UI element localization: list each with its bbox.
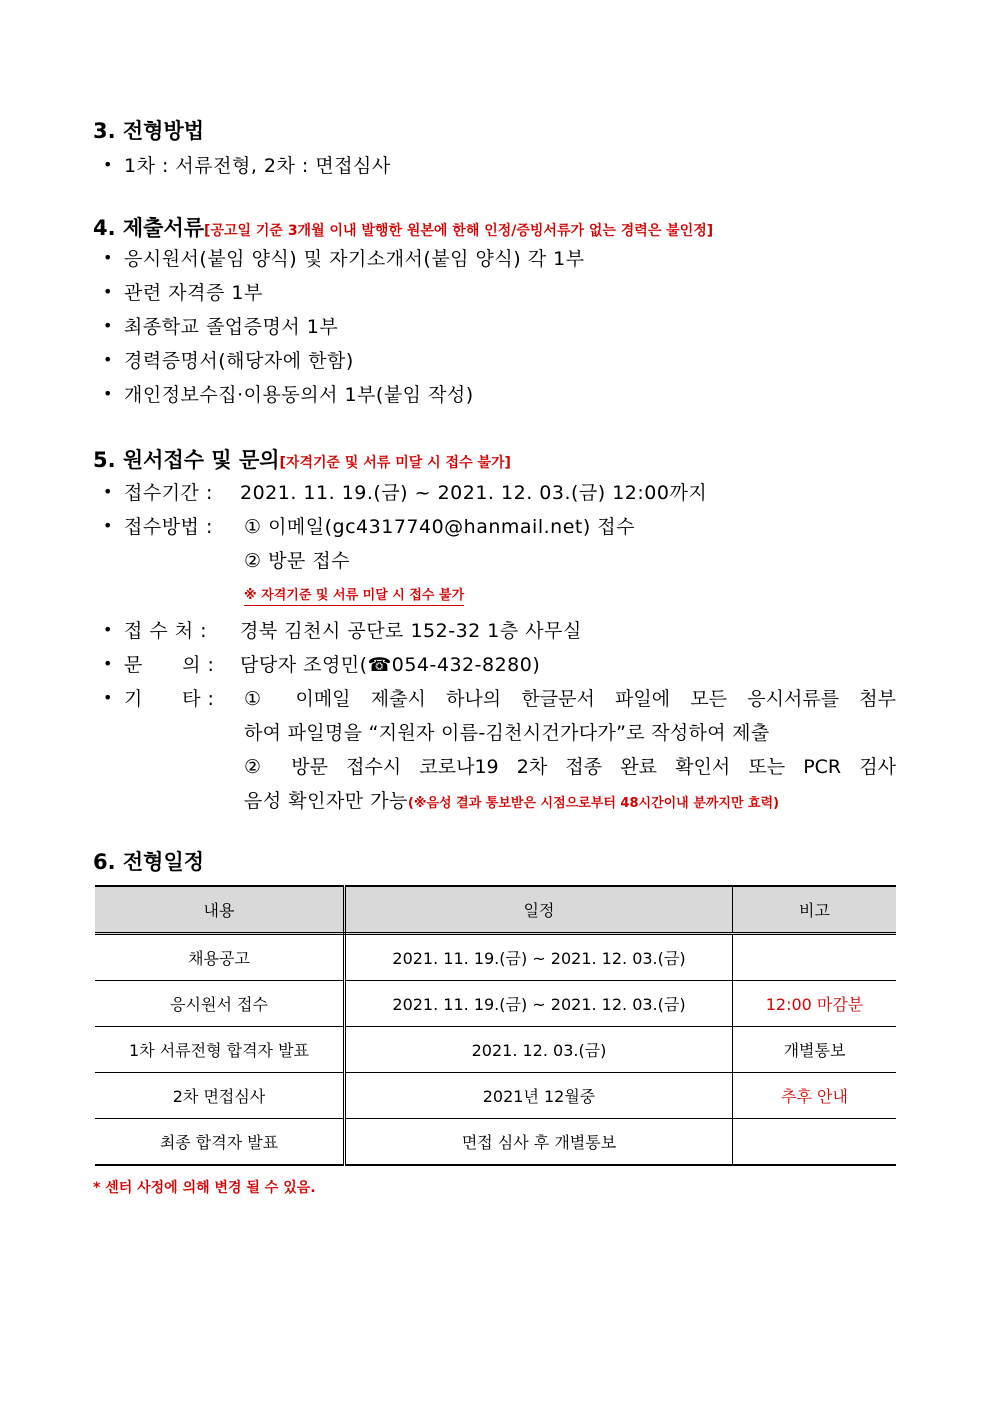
bullet-icon: • bbox=[103, 516, 113, 535]
etc-line-4 bbox=[244, 786, 779, 813]
s4-item: 최종학교 졸업증명서 1부 bbox=[124, 316, 339, 338]
row-note bbox=[733, 1119, 897, 1166]
s4-item: 경력증명서(해당자에 한함) bbox=[124, 350, 354, 372]
section-4-title bbox=[93, 212, 713, 242]
row-schedule: 2021. 11. 19.(금) ~ 2021. 12. 03.(금) bbox=[345, 934, 733, 981]
header-content: 내용 bbox=[95, 886, 345, 934]
s4-item: 관련 자격증 1부 bbox=[124, 282, 263, 304]
etc-line-4-text: 음성 확인자만 가능 bbox=[244, 790, 408, 812]
period-value: 2021. 11. 19.(금) ~ 2021. 12. 03.(금) 12:00까지 bbox=[240, 482, 708, 504]
bullet-icon: • bbox=[103, 282, 113, 301]
row-content: 2차 면접심사 bbox=[95, 1073, 345, 1119]
bullet-icon: • bbox=[103, 350, 113, 369]
table-row bbox=[95, 1027, 896, 1073]
row-content: 최종 합격자 발표 bbox=[95, 1119, 345, 1166]
table-header-row bbox=[95, 886, 896, 934]
section-5-heading: 5. 원서접수 및 문의 bbox=[93, 448, 280, 472]
section-4-heading: 4. 제출서류 bbox=[93, 216, 205, 240]
row-schedule: 2021. 11. 19.(금) ~ 2021. 12. 03.(금) bbox=[345, 981, 733, 1027]
row-schedule: 2021. 12. 03.(금) bbox=[345, 1027, 733, 1073]
section-6-title: 6. 전형일정 bbox=[93, 850, 205, 874]
place-label: 접 수 처 : bbox=[124, 620, 208, 642]
bullet-icon: • bbox=[103, 654, 113, 673]
section-4-note: [공고일 기준 3개월 이내 발행한 원본에 한해 인정/증빙서류가 없는 경력은 불인정] bbox=[204, 223, 714, 239]
header-note: 비고 bbox=[733, 886, 897, 934]
etc-line-2: 하여 파일명을 “지원자 이름-김천시건가다가”로 작성하여 제출 bbox=[244, 722, 770, 744]
row-note: 12:00 마감분 bbox=[733, 981, 897, 1027]
header-schedule: 일정 bbox=[345, 886, 733, 934]
bullet-icon: • bbox=[103, 155, 113, 174]
contact-label: 문 의 : bbox=[124, 654, 215, 676]
row-note: 개별통보 bbox=[733, 1027, 897, 1073]
bullet-icon: • bbox=[103, 248, 113, 267]
table-row bbox=[95, 1119, 896, 1166]
contact-value: 담당자 조영민(☎054-432-8280) bbox=[240, 654, 541, 676]
bullet-icon: • bbox=[103, 316, 113, 335]
bullet-icon: • bbox=[103, 688, 113, 707]
method-email: ① 이메일(gc4317740@hanmail.net) 접수 bbox=[244, 516, 635, 538]
row-schedule: 2021년 12월중 bbox=[345, 1073, 733, 1119]
schedule-table bbox=[95, 885, 896, 1166]
bullet-icon: • bbox=[103, 482, 113, 501]
row-note bbox=[733, 934, 897, 981]
place-value: 경북 김천시 공단로 152-32 1층 사무실 bbox=[240, 620, 582, 642]
section-5-title bbox=[93, 444, 511, 474]
bullet-icon: • bbox=[103, 620, 113, 639]
footnote: * 센터 사정에 의해 변경 될 수 있음. bbox=[93, 1180, 316, 1196]
row-content: 채용공고 bbox=[95, 934, 345, 981]
etc-line-1: ① 이메일 제출시 하나의 한글문서 파일에 모든 응시서류를 첨부 bbox=[244, 688, 896, 710]
bullet-icon: • bbox=[103, 384, 113, 403]
row-schedule: 면접 심사 후 개별통보 bbox=[345, 1119, 733, 1166]
period-label: 접수기간 : bbox=[124, 482, 213, 504]
table-row bbox=[95, 981, 896, 1027]
row-note: 추후 안내 bbox=[733, 1073, 897, 1119]
row-content: 응시원서 접수 bbox=[95, 981, 345, 1027]
method-label: 접수방법 : bbox=[124, 516, 213, 538]
etc-line-4-note: (※음성 결과 통보받은 시점으로부터 48시간이내 분까지만 효력) bbox=[407, 796, 780, 811]
method-visit: ② 방문 접수 bbox=[244, 550, 351, 572]
s4-item: 개인정보수집·이용동의서 1부(붙임 작성) bbox=[124, 384, 474, 406]
table-row bbox=[95, 1073, 896, 1119]
section-3-title: 3. 전형방법 bbox=[93, 119, 205, 143]
table-row bbox=[95, 934, 896, 981]
method-note: ※ 자격기준 및 서류 미달 시 접수 불가 bbox=[244, 584, 464, 606]
etc-label: 기 타 : bbox=[124, 688, 215, 710]
section-5-note: [자격기준 및 서류 미달 시 접수 불가] bbox=[279, 455, 511, 471]
s3-item: 1차 : 서류전형, 2차 : 면접심사 bbox=[124, 155, 391, 177]
row-content: 1차 서류전형 합격자 발표 bbox=[95, 1027, 345, 1073]
s4-item: 응시원서(붙임 양식) 및 자기소개서(붙임 양식) 각 1부 bbox=[124, 248, 585, 270]
etc-line-3: ② 방문 접수시 코로나19 2차 접종 완료 확인서 또는 PCR 검사 bbox=[244, 756, 896, 778]
